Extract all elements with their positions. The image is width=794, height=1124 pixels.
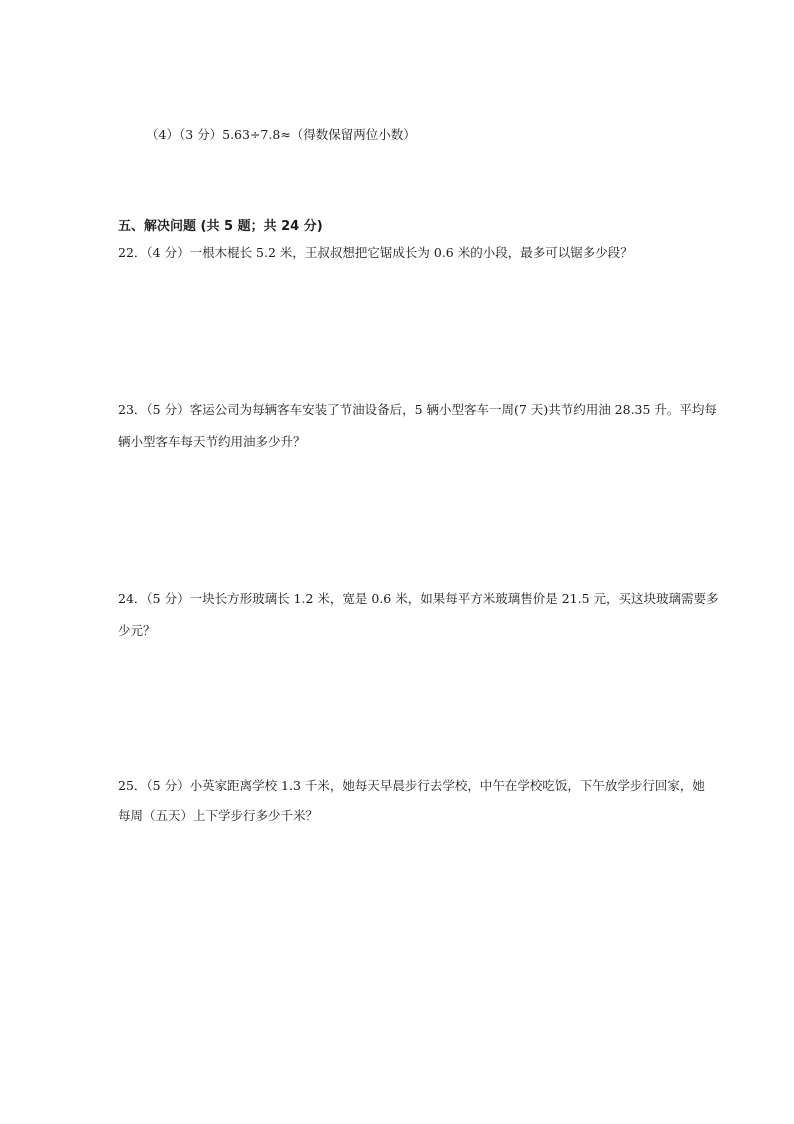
question-24-line-1: 24．（5 分）一块长方形玻璃长 1.2 米，宽是 0.6 米，如果每平方米玻璃售价是 21.5 元，买这块玻璃需要多 (118, 591, 719, 606)
question-23-line-1: 23．（5 分）客运公司为每辆客车安装了节油设备后，5 辆小型客车一周(7 天)共节约用油 28.35 升。平均每 (118, 402, 717, 417)
question-25-line-1: 25．（5 分）小英家距离学校 1.3 千米，她每天早晨步行去学校，中午在学校吃饭，下午放学步行回家，她 (118, 778, 705, 793)
question-24-line-2: 少元？ (118, 623, 156, 638)
question-21-4: （4）（3 分）5.63÷7.8≈（得数保留两位小数） (146, 127, 416, 142)
question-22-text: 22．（4 分）一根木棍长 5.2 米，王叔叔想把它锯成长为 0.6 米的小段，最多可以锯多少段？ (118, 245, 633, 260)
section-5-heading: 五、解决问题 (共 5 题；共 24 分) (118, 219, 323, 234)
question-25-line-2: 每周（五天）上下学步行多少千米？ (118, 808, 319, 823)
question-23-line-2: 辆小型客车每天节约用油多少升？ (118, 434, 306, 449)
